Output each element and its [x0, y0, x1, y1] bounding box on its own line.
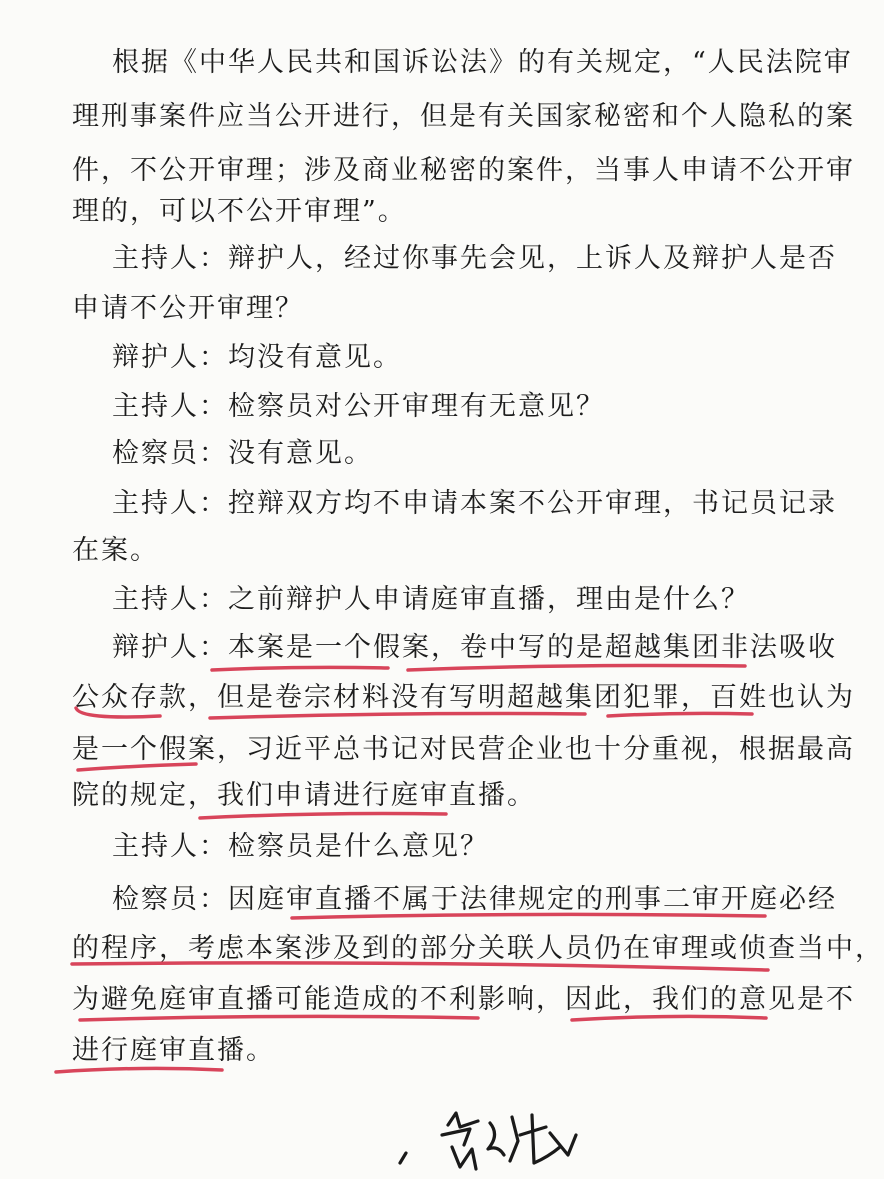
text-line: 理刑事案件应当公开进行，但是有关国家秘密和个人隐私的案	[72, 101, 855, 132]
text-line: 主持人：检察员对公开审理有无意见？	[112, 391, 605, 422]
text-line: 为避免庭审直播可能造成的不利影响，因此，我们的意见是不	[72, 984, 855, 1015]
text-line: 申请不公开审理？	[72, 293, 304, 324]
underline-mark	[200, 814, 446, 819]
text-line: 辩护人：均没有意见。	[112, 342, 402, 373]
text-line: 是一个假案，习近平总书记对民营企业也十分重视，根据最高	[72, 734, 855, 765]
text-line: 辩护人：本案是一个假案，卷中写的是超越集团非法吸收	[112, 632, 837, 663]
text-line: 主持人：之前辩护人申请庭审直播，理由是什么？	[112, 584, 750, 615]
text-line: 根据《中华人民共和国诉讼法》的有关规定，“人民法院审	[112, 47, 853, 78]
text-line: 主持人：检察员是什么意见？	[112, 831, 489, 862]
text-line: 进行庭审直播。	[72, 1035, 275, 1066]
text-line: 件，不公开审理；涉及商业秘密的案件，当事人申请不公开审	[72, 155, 855, 186]
text-line: 院的规定，我们申请进行庭审直播。	[72, 780, 536, 811]
underline-mark	[212, 667, 388, 670]
text-line: 在案。	[72, 535, 159, 566]
text-line: 的程序，考虑本案涉及到的部分关联人员仍在审理或侦查当中，	[72, 933, 884, 964]
text-line: 主持人：辩护人，经过你事先会见，上诉人及辩护人是否	[112, 243, 837, 274]
text-line: 检察员：没有意见。	[112, 438, 373, 469]
signature	[400, 1105, 600, 1175]
text-line: 主持人：控辩双方均不申请本案不公开审理，书记员记录	[112, 488, 837, 519]
text-line: 公众存款，但是卷宗材料没有写明超越集团犯罪，百姓也认为	[72, 682, 855, 713]
text-line: 检察员：因庭审直播不属于法律规定的刑事二审开庭必经	[112, 884, 837, 915]
underline-mark	[408, 666, 745, 671]
underline-mark	[56, 1068, 222, 1072]
text-line: 理的，可以不公开审理”。	[72, 196, 407, 227]
